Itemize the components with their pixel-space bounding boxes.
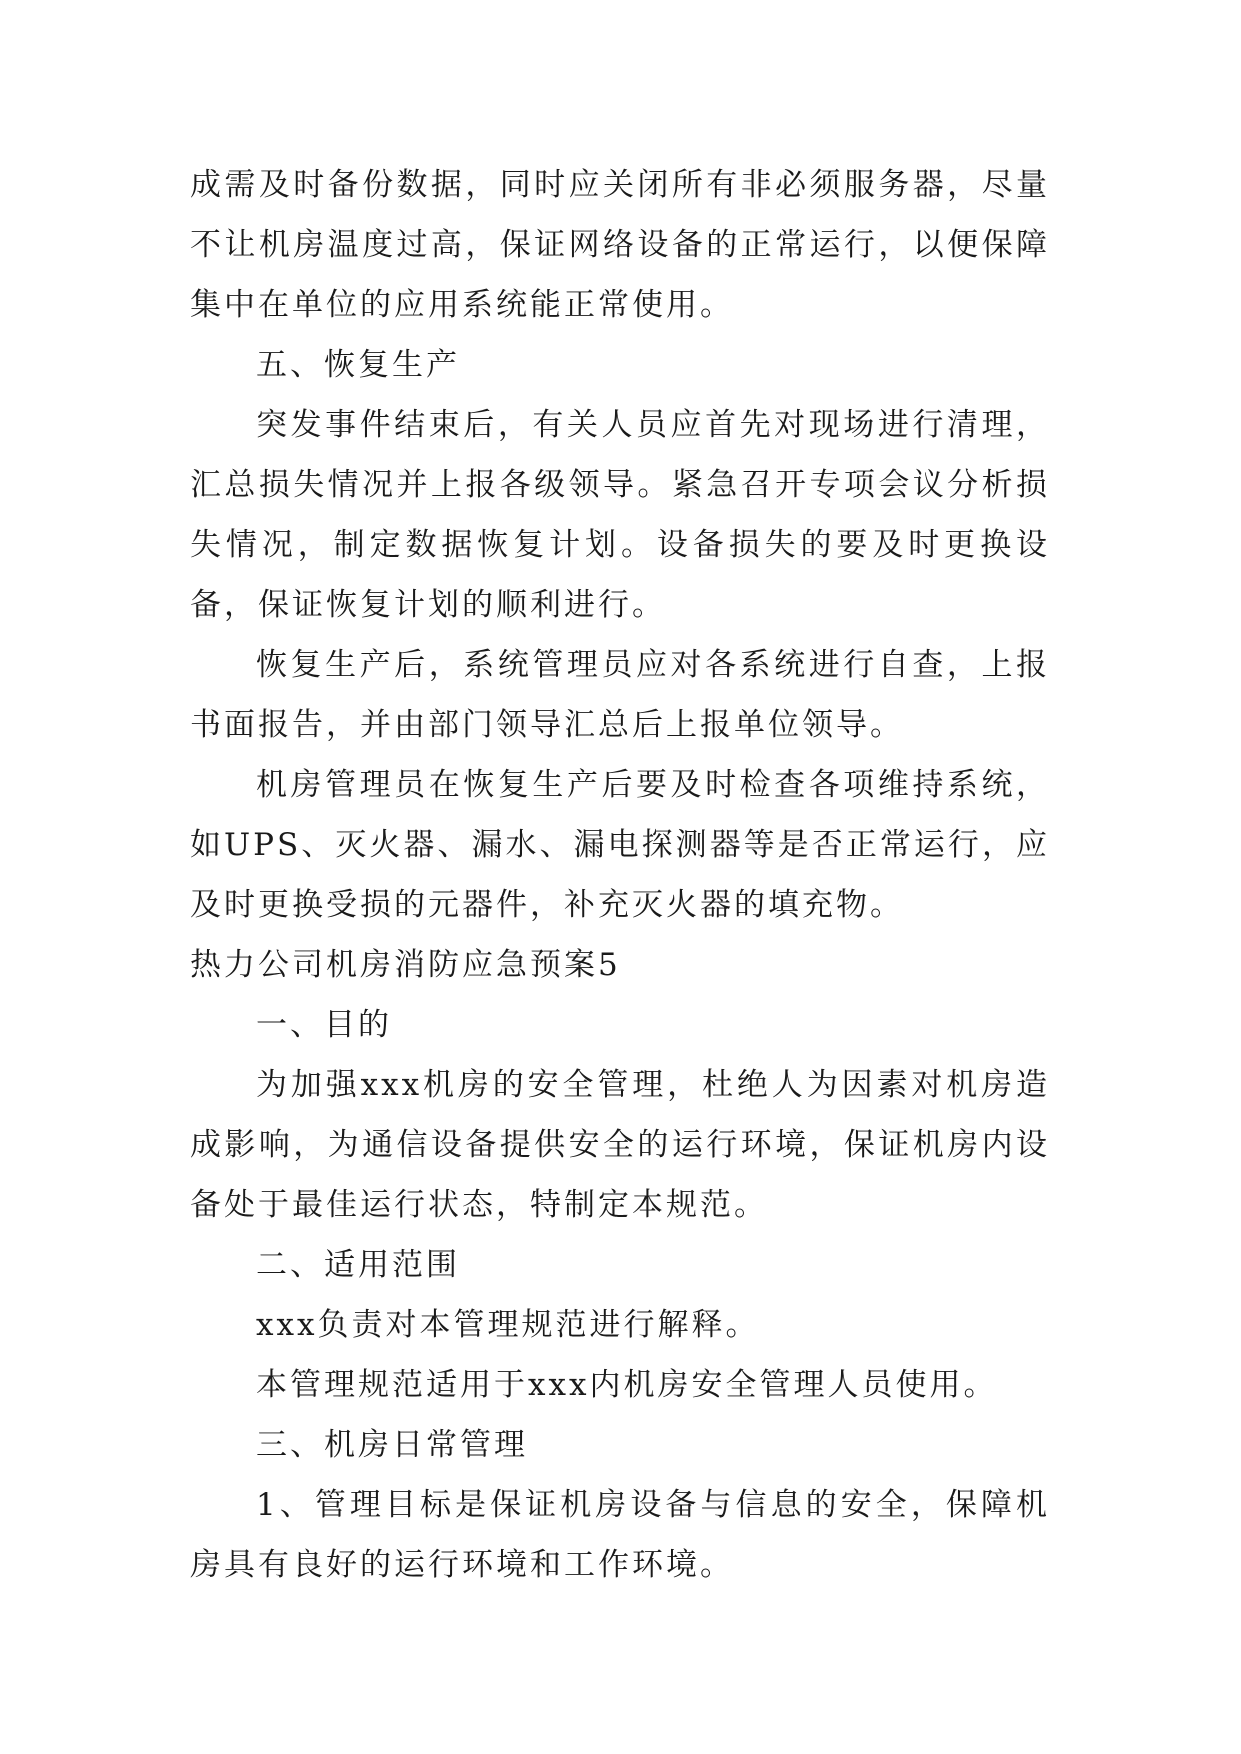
paragraph: 1、管理目标是保证机房设备与信息的安全，保障机房具有良好的运行环境和工作环境。 bbox=[190, 1487, 1050, 1583]
document-section-title: 热力公司机房消防应急预案5 bbox=[190, 947, 621, 983]
paragraph: 机房管理员在恢复生产后要及时检查各项维持系统，如UPS、灭火器、漏水、漏电探测器等是否正常运行，应及时更换受损的元器件，补充灭火器的填充物。 bbox=[190, 767, 1050, 923]
paragraph: 突发事件结束后，有关人员应首先对现场进行清理，汇总损失情况并上报各级领导。紧急召开专项会议分析损失情况，制定数据恢复计划。设备损失的要及时更换设备，保证恢复计划的顺利进行。 bbox=[190, 407, 1050, 623]
document-body bbox=[190, 155, 1050, 1595]
paragraph-continued: 成需及时备份数据，同时应关闭所有非必须服务器，尽量不让机房温度过高，保证网络设备的正常运行，以便保障集中在单位的应用系统能正常使用。 bbox=[190, 167, 1050, 323]
section-heading-scope: 二、适用范围 bbox=[256, 1247, 460, 1283]
section-heading-restore-production: 五、恢复生产 bbox=[256, 347, 460, 383]
paragraph: xxx负责对本管理规范进行解释。 bbox=[256, 1307, 760, 1343]
section-heading-purpose: 一、目的 bbox=[256, 1007, 392, 1043]
section-heading-daily-management: 三、机房日常管理 bbox=[256, 1427, 528, 1463]
paragraph: 恢复生产后，系统管理员应对各系统进行自查，上报书面报告，并由部门领导汇总后上报单位领导。 bbox=[190, 647, 1050, 743]
paragraph: 本管理规范适用于xxx内机房安全管理人员使用。 bbox=[256, 1367, 998, 1403]
paragraph: 为加强xxx机房的安全管理，杜绝人为因素对机房造成影响，为通信设备提供安全的运行环境，保证机房内设备处于最佳运行状态，特制定本规范。 bbox=[190, 1067, 1050, 1223]
